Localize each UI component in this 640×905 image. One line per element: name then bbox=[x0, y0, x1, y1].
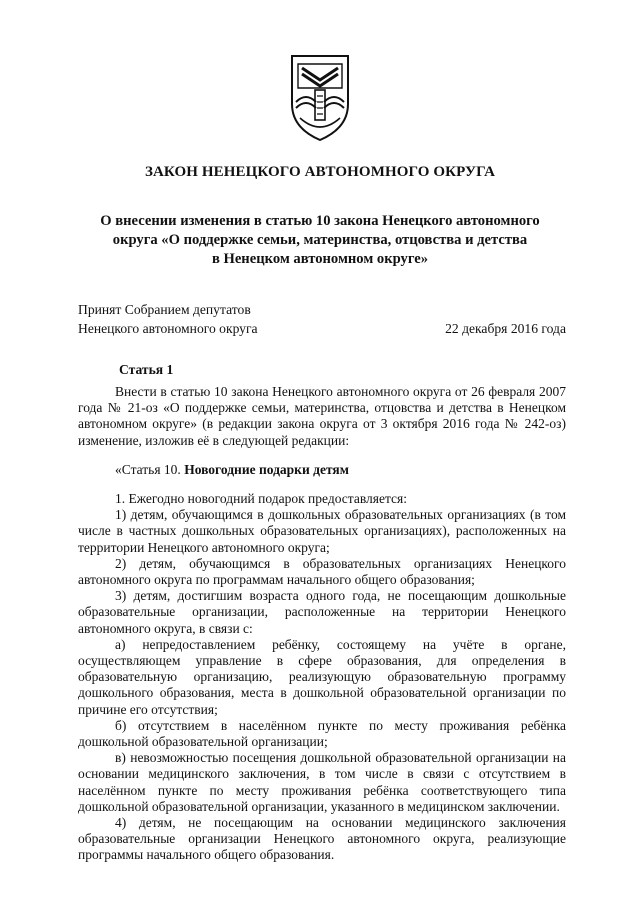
quoted-article-prefix: «Статья 10. bbox=[115, 461, 181, 477]
coat-of-arms-emblem bbox=[288, 52, 352, 144]
article-body bbox=[78, 384, 566, 864]
paragraph: 2) детям, обучающимся в образовательных организациях Ненецкого автономного округа по программам начального общего образования; bbox=[78, 555, 566, 588]
paragraph: 3) детям, достигшим возраста одного года, не посещающим дошкольные образовательные организации, расположенные на территории Ненецкого автономного округа, в связи с: bbox=[78, 588, 566, 636]
law-subtitle bbox=[70, 212, 570, 269]
intro-paragraph: Внести в статью 10 закона Ненецкого автономного округа от 26 февраля 2007 года № 21-оз «О поддержке семьи, материнства, отцовства и детства в Ненецком автономном округе» (в редакции закона округа от 3 октября 2016 года № 242-оз) изменение, изложив её в следующей редакции: bbox=[78, 384, 566, 448]
paragraph: 4) детям, не посещающим на основании медицинского заключения образовательные организации Ненецкого автономного округа, реализующие программы начального общего образования. bbox=[78, 815, 566, 863]
article-heading: Статья 1 bbox=[119, 362, 174, 377]
paragraph: б) отсутствием в населённом пункте по месту проживания ребёнка дошкольной образовательной организации; bbox=[78, 717, 566, 750]
paragraph: 1. Ежегодно новогодний подарок предоставляется: bbox=[115, 491, 407, 507]
adoption-line: Принят Собранием депутатов bbox=[78, 302, 251, 317]
subtitle-line: в Ненецком автономном округе» bbox=[211, 251, 429, 267]
adoption-note bbox=[78, 300, 258, 338]
adoption-date: 22 декабря 2016 года bbox=[445, 321, 566, 336]
subtitle-line: округа «О поддержке семьи, материнства, отцовства и детства bbox=[112, 232, 528, 248]
quoted-article-heading bbox=[78, 462, 566, 478]
paragraph: в) невозможностью посещения дошкольной образовательной организации на основании медицинского заключения, в том числе в связи с отсутствием в населённом пункте по месту проживания ребёнка соответствующего типа дошкольной образовательной организации, указанного в медицинском заключении. bbox=[78, 750, 566, 814]
paragraph: а) непредоставлением ребёнку, состоящему на учёте в органе, осуществляющем управление в сфере образования, для определения в образовательную организацию, реализующую образовательную программу дошкольного образования, места в дошкольной образовательной организации по причине его отсутствия; bbox=[78, 636, 566, 717]
quoted-article-title: Новогодние подарки детям bbox=[184, 461, 349, 477]
adoption-line: Ненецкого автономного округа bbox=[78, 321, 258, 336]
paragraph: 1) детям, обучающимся в дошкольных образовательных организациях (в том числе в частных дошкольных образовательных организациях), расположенных на территории Ненецкого автономного округа; bbox=[78, 507, 566, 555]
subtitle-line: О внесении изменения в статью 10 закона Ненецкого автономного bbox=[100, 213, 540, 229]
law-title: ЗАКОН НЕНЕЦКОГО АВТОНОМНОГО ОКРУГА bbox=[144, 164, 496, 180]
